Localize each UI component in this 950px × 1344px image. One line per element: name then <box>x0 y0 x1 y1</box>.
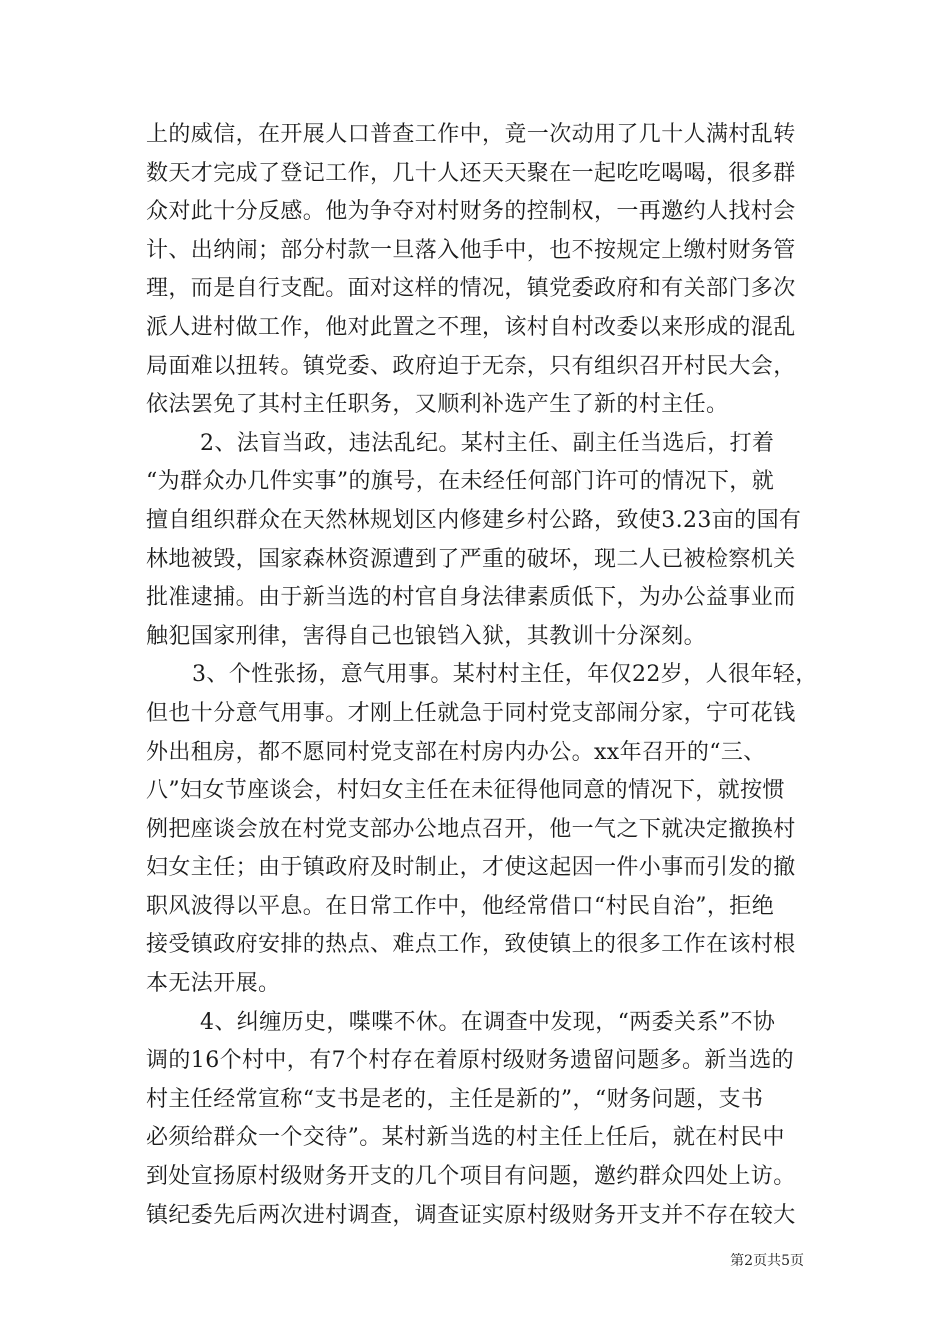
text-line: 外出租房，都不愿同村党支部在村房内办公。xx年召开的“三、 <box>146 739 766 765</box>
text-line: 触犯国家刑律，害得自己也锒铛入狱，其教训十分深刻。 <box>146 623 707 649</box>
text-line: 林地被毁，国家森林资源遭到了严重的破坏，现二人已被检察机关 <box>146 546 796 572</box>
body-text <box>146 116 826 1235</box>
text-line: 批准逮捕。由于新当选的村官自身法律素质低下，为办公益事业而 <box>146 585 796 611</box>
text-line: 数天才完成了登记工作，几十人还天天聚在一起吃吃喝喝，很多群 <box>146 160 796 186</box>
text-line: 计、出纳闹；部分村款一旦落入他手中，也不按规定上缴村财务管 <box>146 237 796 263</box>
text-line: 上的威信，在开展人口普查工作中，竟一次动用了几十人满村乱转 <box>146 122 796 147</box>
paragraph-start-line: 2、法盲当政，违法乱纪。某村主任、副主任当选后，打着 <box>200 430 775 456</box>
text-line: 但也十分意气用事。才刚上任就急于同村党支部闹分家，宁可花钱 <box>146 700 796 726</box>
text-line: 调的16个村中，有7个村存在着原村级财务遗留问题多。新当选的 <box>146 1048 794 1074</box>
text-line: 妇女主任；由于镇政府及时制止，才使这起因一件小事而引发的撤 <box>146 855 796 881</box>
text-line: 必须给群众一个交待”。某村新当选的村主任上任后，就在村民中 <box>146 1125 785 1151</box>
text-line: 众对此十分反感。他为争夺对村财务的控制权，一再邀约人找村会 <box>146 199 796 225</box>
paragraph-start-line: 4、纠缠历史，喋喋不休。在调查中发现，“两委关系”不协 <box>200 1009 776 1035</box>
text-line: 镇纪委先后两次进村调查，调查证实原村级财务开支并不存在较大 <box>146 1202 796 1228</box>
text-line: 理，而是自行支配。面对这样的情况，镇党委政府和有关部门多次 <box>146 276 796 302</box>
text-line: 接受镇政府安排的热点、难点工作，致使镇上的很多工作在该村根 <box>146 932 796 958</box>
text-line: 依法罢免了其村主任职务，又顺利补选产生了新的村主任。 <box>146 392 729 418</box>
text-line: 八”妇女节座谈会，村妇女主任在未征得他同意的情况下，就按惯 <box>146 778 785 804</box>
text-line: 例把座谈会放在村党支部办公地点召开，他一气之下就决定撤换村 <box>146 816 796 842</box>
text-line: 本无法开展。 <box>146 971 281 997</box>
text-line: 村主任经常宣称“支书是老的，主任是新的”，“财务问题，支书 <box>146 1086 764 1112</box>
text-line: 派人进村做工作，他对此置之不理，该村自村改委以来形成的混乱 <box>146 314 796 340</box>
text-line: 职风波得以平息。在日常工作中，他经常借口“村民自治”，拒绝 <box>146 893 775 919</box>
paragraph-start-line: 3、个性张扬，意气用事。某村村主任，年仅22岁，人很年轻， <box>192 662 818 688</box>
text-line: 到处宣扬原村级财务开支的几个项目有问题，邀约群众四处上访。 <box>146 1164 796 1190</box>
text-line: 局面难以扭转。镇党委、政府迫于无奈，只有组织召开村民大会， <box>146 353 796 379</box>
text-line: 擅自组织群众在天然林规划区内修建乡村公路，致使3.23亩的国有 <box>146 507 802 533</box>
text-line: “为群众办几件实事”的旗号，在未经任何部门许可的情况下，就 <box>146 469 775 495</box>
page-number: 第2页共5页 <box>730 1253 804 1269</box>
